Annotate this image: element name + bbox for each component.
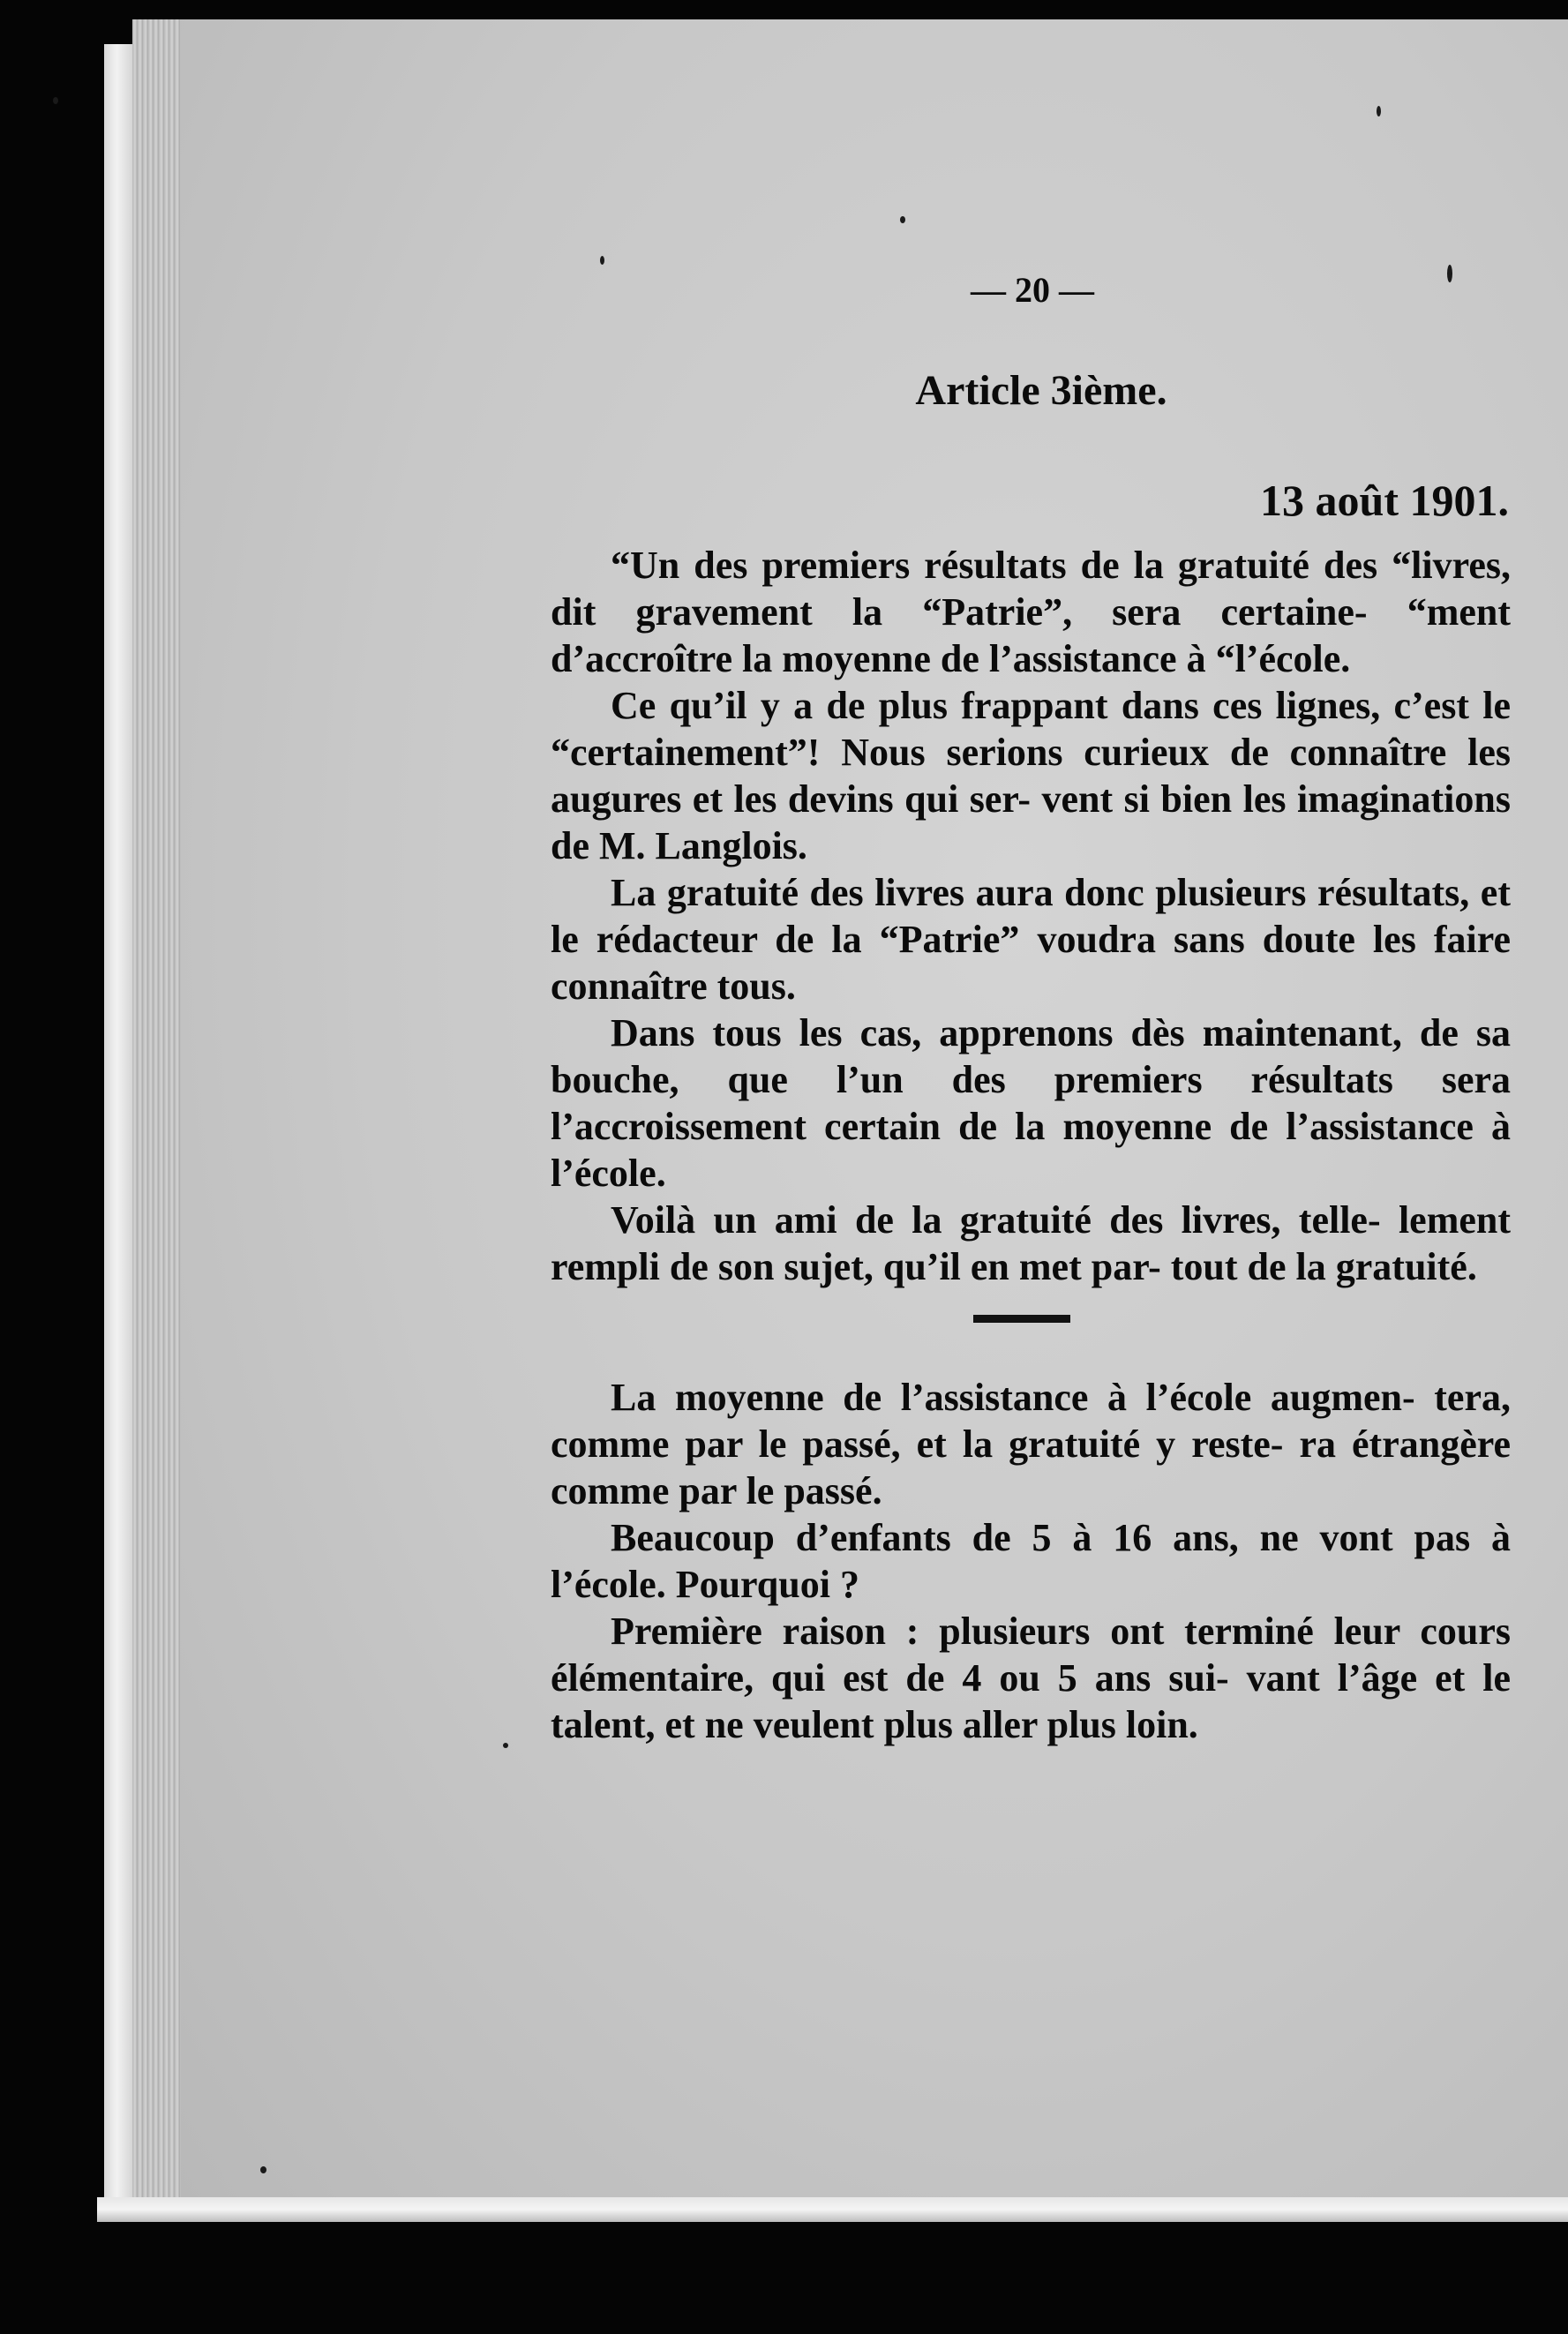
page-edge	[104, 44, 136, 2215]
article-title: Article 3ième.	[915, 367, 1167, 414]
text-line: sans doute les faire connaître tous.	[551, 918, 1511, 1008]
text-line: “l’école.	[1215, 637, 1351, 680]
text-line: pas à l’école. Pourquoi ?	[551, 1516, 1512, 1606]
scan-speck	[1377, 106, 1381, 116]
paragraph	[551, 1374, 1511, 1514]
text-line: tera, comme par le passé, et la gratuité y reste-	[551, 1376, 1511, 1466]
text-line: Dans tous les cas, apprenons dès maintenant,	[611, 1011, 1402, 1054]
paragraph	[551, 1608, 1511, 1748]
scan-speck	[600, 256, 604, 265]
paragraph	[551, 1197, 1511, 1290]
text-line: c’est le “certainement”! Nous serions curieux	[551, 684, 1512, 774]
text-line: “Un des premiers résultats de la gratuité des	[611, 544, 1378, 587]
text-line: l’assistance à l’école.	[551, 1105, 1511, 1195]
page-number: — 20 —	[971, 270, 1094, 310]
paragraph	[551, 1009, 1511, 1197]
text-line: résultats, et le rédacteur de la “Patrie” voudra	[551, 871, 1511, 961]
paragraph	[551, 542, 1511, 682]
text-line: Ce qu’il y a de plus frappant dans ces lignes,	[611, 684, 1381, 727]
text-line: La gratuité des livres aura donc plusieurs	[611, 871, 1307, 914]
text-line: Première raison : plusieurs ont terminé leur	[611, 1610, 1400, 1653]
paragraph	[551, 682, 1511, 869]
text-line: La moyenne de l’assistance à l’école augmen-	[611, 1376, 1415, 1419]
paragraphs-before-rule	[551, 542, 1511, 1290]
scan-speck	[53, 97, 58, 104]
text-line: vent si bien les imaginations de M. Langlois.	[551, 777, 1512, 867]
section-divider-rule	[973, 1315, 1070, 1323]
text-line: sera l’accroissement certain de la moyenne de	[551, 1058, 1512, 1148]
text-line: plus loin.	[1047, 1703, 1198, 1746]
paragraph	[551, 1514, 1511, 1608]
scan-speck	[503, 1743, 508, 1748]
article-body	[551, 542, 1511, 1748]
text-line: cours élémentaire, qui est de 4 ou 5 ans sui-	[551, 1610, 1511, 1700]
text-line: ra étrangère comme par le passé.	[551, 1422, 1511, 1512]
article-date: 13 août 1901.	[1260, 476, 1509, 525]
text-line: vant l’âge et le talent, et ne veulent plus aller	[551, 1656, 1511, 1746]
scan-speck	[260, 2166, 266, 2173]
scan-speck	[1447, 265, 1452, 282]
text-line: Voilà un ami de la gratuité des livres, telle-	[611, 1198, 1381, 1242]
text-line: de connaître les augures et les devins qui ser-	[551, 731, 1511, 821]
page-stack-edge	[132, 19, 185, 2217]
text-line: lement rempli de son sujet, qu’il en met par-	[551, 1198, 1512, 1288]
paragraphs-after-rule	[551, 1374, 1511, 1748]
page-bottom-edge	[97, 2197, 1568, 2222]
paragraph	[551, 869, 1511, 1009]
scan-speck	[900, 216, 905, 223]
text-line: de sa bouche, que l’un des premiers résultats	[551, 1011, 1511, 1101]
text-line: Beaucoup d’enfants de 5 à 16 ans, ne vont	[611, 1516, 1393, 1559]
text-line: “livres, dit gravement la “Patrie”, sera certaine-	[551, 544, 1512, 634]
text-line: “ment d’accroître la moyenne de l’assistance à	[551, 590, 1512, 680]
text-line: tout de la gratuité.	[1170, 1245, 1477, 1288]
